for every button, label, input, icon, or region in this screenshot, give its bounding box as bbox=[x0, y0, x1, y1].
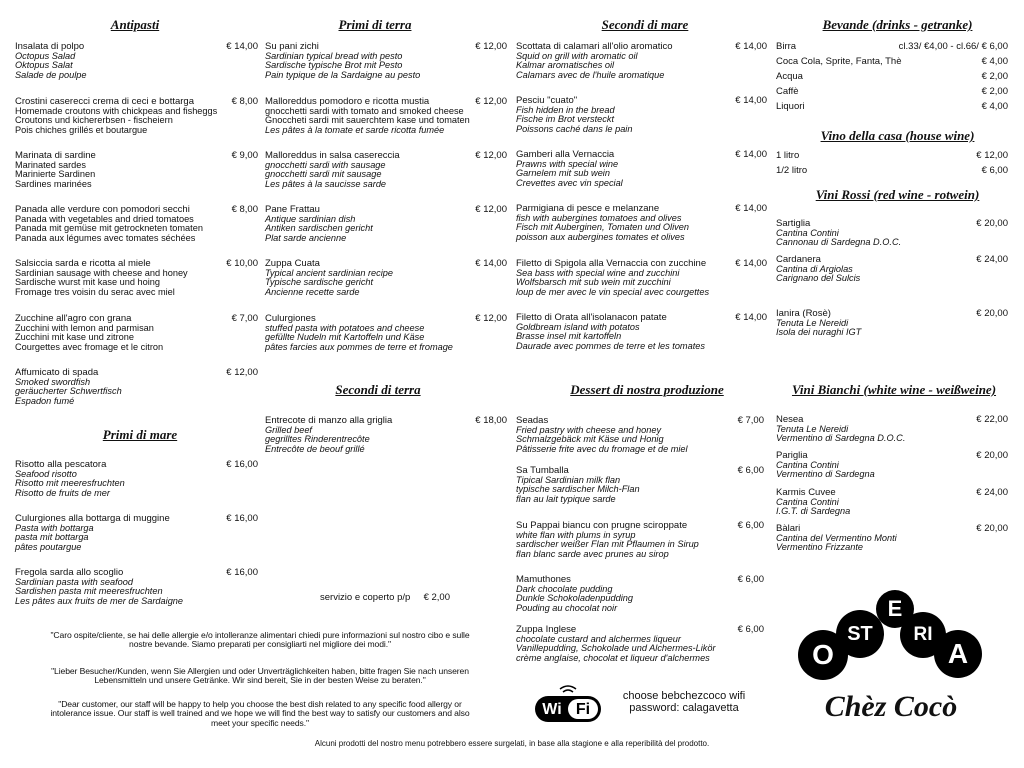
allergy-notice-en: "Dear customer, our staff will be happy to help you choose the best dish related to any specific food allergy or intolerance issue. Our staff is well trained and we hope we will find the best way to satisfy our customers and also meet your specific needs." bbox=[50, 699, 470, 728]
item-desc: Pasta with bottarga bbox=[15, 523, 94, 533]
menu-item bbox=[265, 151, 507, 189]
item-desc: Les pâtes à la tomate et sarde ricotta fumée bbox=[265, 124, 445, 135]
drink-name: Coca Cola, Sprite, Fanta, Thè bbox=[776, 56, 902, 67]
item-desc: Fish hidden in the bread bbox=[516, 105, 615, 115]
drink-row bbox=[776, 71, 1008, 83]
item-name: Scottata di calamari all'olio aromatico bbox=[516, 41, 673, 52]
item-name: Su pani zichi bbox=[265, 41, 319, 52]
item-desc: geräucherter Schwertfisch bbox=[15, 386, 122, 397]
drink-name: Birra bbox=[776, 41, 797, 52]
menu-item bbox=[15, 42, 258, 80]
item-desc: Les pâtes à la saucisse sarde bbox=[265, 178, 387, 189]
item-desc: chocolate custard and alchermes liqueur bbox=[516, 634, 681, 644]
item-desc: Panada aux légumes avec tomates séchées bbox=[15, 232, 196, 243]
item-price: € 8,00 bbox=[231, 204, 258, 215]
item-name: Zucchine all'agro con grana bbox=[15, 313, 132, 324]
item-desc: Prawns with special wine bbox=[516, 159, 619, 169]
wine-item bbox=[776, 219, 1008, 248]
item-price: € 8,00 bbox=[231, 96, 258, 107]
heading-vini-bianchi: Vini Bianchi (white wine - weißweine) bbox=[791, 382, 997, 397]
item-desc: gefüllte Nudeln mit Kartoffeln und Käse bbox=[265, 332, 425, 343]
item-desc: Dark chocolate pudding bbox=[516, 584, 613, 594]
item-desc: Smoked swordfish bbox=[15, 377, 91, 387]
item-name: Entrecote di manzo alla griglia bbox=[265, 415, 393, 426]
item-price: € 14,00 bbox=[475, 258, 507, 269]
wine-price: € 20,00 bbox=[976, 218, 1008, 229]
item-price: € 16,00 bbox=[226, 459, 258, 470]
item-desc: Sardinian typical bread with pesto bbox=[265, 51, 403, 61]
item-price: € 16,00 bbox=[226, 513, 258, 524]
footer-note: Alcuni prodotti del nostro menu potrebbero essere surgelati, in base alla stagione e alla reperibilità del prodotto. bbox=[314, 739, 710, 748]
item-price: € 7,00 bbox=[737, 415, 764, 426]
wine-desc: Cannonau di Sardegna D.O.C. bbox=[776, 237, 902, 248]
wine-item bbox=[776, 309, 1008, 338]
menu-item bbox=[516, 313, 767, 351]
item-desc: Daurade avec pommes de terre et les tomates bbox=[516, 340, 705, 351]
item-name: Panada alle verdure con pomodori secchi bbox=[15, 204, 190, 215]
logo-ball: A bbox=[934, 630, 982, 678]
wine-desc: Vermentino di Sardegna bbox=[776, 469, 875, 480]
wine-price: € 6,00 bbox=[981, 165, 1008, 176]
wine-item bbox=[776, 451, 1008, 480]
drink-price: € 2,00 bbox=[981, 86, 1008, 97]
drink-row bbox=[776, 56, 1008, 68]
drink-name: Acqua bbox=[776, 71, 803, 82]
menu-item bbox=[15, 460, 258, 498]
item-desc: Typical ancient sardinian recipe bbox=[265, 268, 394, 278]
item-desc: Brasse insel mit kartoffeln bbox=[516, 331, 622, 342]
item-desc: Croutons und kichererbsen - fischeiern bbox=[15, 115, 173, 126]
wine-price: € 12,00 bbox=[976, 150, 1008, 161]
item-desc: stuffed pasta with potatoes and cheese bbox=[265, 323, 425, 333]
item-desc: Fried pastry with cheese and honey bbox=[516, 425, 662, 435]
item-desc: Calamars avec de l'huile aromatique bbox=[516, 69, 665, 80]
wine-price: € 24,00 bbox=[976, 487, 1008, 498]
item-desc: Espadon fumé bbox=[15, 395, 75, 406]
item-desc: Antiken sardischen gericht bbox=[265, 223, 373, 234]
heading-dessert: Dessert di nostra produzione bbox=[570, 382, 724, 397]
item-desc: pâtes farcies aux pommes de terre et fromage bbox=[265, 341, 453, 352]
menu-item bbox=[516, 259, 767, 297]
item-price: € 6,00 bbox=[737, 624, 764, 635]
coperto-line bbox=[320, 593, 450, 603]
wine-desc: Cantina del Vermentino Monti bbox=[776, 533, 897, 543]
item-desc: Zucchini mit kase und zitrone bbox=[15, 332, 134, 343]
wine-price: € 24,00 bbox=[976, 254, 1008, 265]
item-desc: Wolfsbarsch mit sub wein mit zucchini bbox=[516, 277, 671, 288]
wine-desc: Cantina di Argiolas bbox=[776, 264, 853, 274]
wine-item bbox=[776, 255, 1008, 284]
item-desc: Courgettes avec fromage et le citron bbox=[15, 341, 164, 352]
item-desc: Risotto mit meeresfruchten bbox=[15, 478, 125, 489]
drink-name: Liquori bbox=[776, 101, 805, 112]
item-price: € 12,00 bbox=[475, 150, 507, 161]
coperto-price: € 2,00 bbox=[423, 592, 450, 603]
wine-name: 1 litro bbox=[776, 150, 800, 161]
item-desc: Sardishen pasta mit meeresfruchten bbox=[15, 586, 163, 597]
item-desc: Zucchini with lemon and parmisan bbox=[15, 323, 154, 333]
item-name: Zuppa Cuata bbox=[265, 258, 320, 269]
menu-item bbox=[265, 42, 507, 80]
item-name: Parmigiana di pesce e melanzane bbox=[516, 203, 660, 214]
wine-desc: I.G.T. di Sardegna bbox=[776, 506, 851, 517]
logo-ball: ST bbox=[836, 610, 884, 658]
item-price: € 12,00 bbox=[475, 313, 507, 324]
item-price: € 6,00 bbox=[737, 465, 764, 476]
wifi-password: password: calagavetta bbox=[629, 702, 739, 714]
wine-item bbox=[776, 488, 1008, 517]
item-name: Gamberi alla Vernaccia bbox=[516, 149, 615, 160]
item-desc: Plat sarde ancienne bbox=[265, 232, 347, 243]
item-price: € 14,00 bbox=[226, 41, 258, 52]
item-name: Su Pappai biancu con prugne sciroppate bbox=[516, 520, 688, 531]
item-desc: Typische sardische gericht bbox=[265, 277, 374, 288]
item-name: Malloreddus in salsa casereccia bbox=[265, 150, 400, 161]
item-name: Affumicato di spada bbox=[15, 367, 99, 378]
wine-name: Pariglia bbox=[776, 450, 808, 461]
item-price: € 12,00 bbox=[475, 41, 507, 52]
menu-item bbox=[15, 259, 258, 297]
heading-vini-rossi: Vini Rossi (red wine - rotwein) bbox=[815, 187, 980, 202]
wine-desc: Cantina Contini bbox=[776, 460, 839, 470]
item-name: Mamuthones bbox=[516, 574, 571, 585]
item-desc: Fromage tres voisin du serac avec miel bbox=[15, 286, 175, 297]
item-name: Sa Tumballa bbox=[516, 465, 569, 476]
svg-text:Wi: Wi bbox=[542, 701, 562, 718]
wine-item bbox=[776, 524, 1008, 553]
item-desc: Pois chiches grillés et boutargue bbox=[15, 124, 148, 135]
item-desc: Gnoccheti sardi mit sauerchtem kase und tomaten bbox=[265, 115, 470, 126]
heading-bevande: Bevande (drinks - getranke) bbox=[822, 17, 973, 32]
item-desc: Fisch mit Auberginen, Tomaten und Oliven bbox=[516, 222, 689, 233]
menu-item bbox=[15, 314, 258, 352]
item-price: € 14,00 bbox=[735, 95, 767, 106]
drink-price: € 4,00 bbox=[981, 56, 1008, 67]
item-name: Fregola sarda allo scoglio bbox=[15, 567, 124, 578]
item-name: Zuppa Inglese bbox=[516, 624, 577, 635]
item-desc: Poissons caché dans le pain bbox=[516, 123, 633, 134]
item-desc: Crevettes avec vin special bbox=[516, 177, 623, 188]
item-desc: Oktopus Salat bbox=[15, 60, 73, 71]
wine-desc: Isola dei nuraghi IGT bbox=[776, 327, 862, 338]
item-desc: gnocchetti sardi mit sausage bbox=[265, 169, 382, 180]
heading-secondi-mare: Secondi di mare bbox=[601, 17, 689, 32]
menu-item bbox=[15, 97, 258, 135]
item-desc: Marinated sardes bbox=[15, 160, 86, 170]
item-desc: Seafood risotto bbox=[15, 469, 77, 479]
item-price: € 16,00 bbox=[226, 567, 258, 578]
wine-name: Ianira (Rosè) bbox=[776, 308, 831, 319]
menu-item bbox=[516, 466, 764, 504]
item-desc: Dunkle Schokoladenpudding bbox=[516, 593, 633, 604]
menu-item bbox=[516, 42, 767, 80]
wifi-info bbox=[614, 690, 754, 714]
drink-row bbox=[776, 86, 1008, 98]
item-desc: Ancienne recette sarde bbox=[265, 286, 360, 297]
item-price: € 10,00 bbox=[226, 258, 258, 269]
wine-name: Sartiglia bbox=[776, 218, 811, 229]
menu-item bbox=[265, 314, 507, 352]
menu-item bbox=[516, 575, 764, 613]
wine-desc: Tenuta Le Nereidi bbox=[776, 318, 849, 328]
item-desc: gnocchetti sardi with sausage bbox=[265, 160, 386, 170]
brand-name: Chèz Cocò bbox=[824, 690, 958, 723]
wine-row bbox=[776, 150, 1008, 162]
item-name: Risotto alla pescatora bbox=[15, 459, 107, 470]
item-desc: Les pâtes aux fruits de mer de Sardaigne bbox=[15, 595, 184, 606]
menu-item bbox=[15, 568, 258, 606]
item-price: € 14,00 bbox=[735, 149, 767, 160]
item-price: € 12,00 bbox=[475, 204, 507, 215]
item-price: € 12,00 bbox=[475, 96, 507, 107]
menu-item bbox=[265, 416, 507, 454]
heading-primi-mare: Primi di mare bbox=[102, 427, 178, 442]
menu-item bbox=[15, 151, 258, 189]
item-name: Marinata di sardine bbox=[15, 150, 96, 161]
item-desc: Sardische typische Brot mit Pesto bbox=[265, 60, 403, 71]
menu-item bbox=[265, 259, 507, 297]
wine-desc: Vermentino di Sardegna D.O.C. bbox=[776, 433, 906, 444]
item-desc: Sardinian sausage with cheese and honey bbox=[15, 268, 188, 278]
item-desc: Panada mit gemüse mit getrockneten tomaten bbox=[15, 223, 203, 234]
item-desc: Marinierte Sardinen bbox=[15, 169, 96, 180]
item-price: € 7,00 bbox=[231, 313, 258, 324]
heading-antipasti: Antipasti bbox=[110, 17, 160, 32]
item-desc: gegrilltes Rinderentrecôte bbox=[265, 434, 370, 445]
item-desc: loup de mer avec le vin special avec courgettes bbox=[516, 286, 710, 297]
drink-price: € 4,00 bbox=[981, 101, 1008, 112]
drink-price: € 2,00 bbox=[981, 71, 1008, 82]
item-price: € 12,00 bbox=[226, 367, 258, 378]
item-desc: Entrecôte de beouf grillé bbox=[265, 443, 365, 454]
item-desc: Panada with vegetables and dried tomatoes bbox=[15, 214, 194, 224]
item-desc: fish with aubergines tomatoes and olives bbox=[516, 213, 682, 223]
item-price: € 14,00 bbox=[735, 41, 767, 52]
wine-row bbox=[776, 165, 1008, 177]
item-desc: flan au lait typique sarde bbox=[516, 493, 616, 504]
item-price: € 14,00 bbox=[735, 203, 767, 214]
item-name: Insalata di polpo bbox=[15, 41, 85, 52]
item-name: Filetto di Orata all'isolanacon patate bbox=[516, 312, 667, 323]
item-desc: crème anglaise, chocolat et liqueur d'alchermes bbox=[516, 652, 710, 663]
drink-price: cl.33/ €4,00 - cl.66/ € 6,00 bbox=[898, 41, 1008, 52]
item-desc: pasta mit bottarga bbox=[15, 532, 89, 543]
osteria-logo bbox=[796, 590, 986, 690]
wine-desc: Cantina Contini bbox=[776, 497, 839, 507]
menu-item bbox=[265, 205, 507, 243]
menu-item bbox=[516, 96, 767, 134]
allergy-notice-de: "Lieber Besucher/Kunden, wenn Sie Allergien und oder Unverträglichkeiten haben, bitte fragen Sie nach unseren Lebensmitteln und unsere Getränke. Wir sind bereit, Sie in der besten Weise zu beraten." bbox=[51, 666, 469, 686]
wine-desc: Carignano del Sulcis bbox=[776, 273, 861, 284]
menu-item bbox=[15, 205, 258, 243]
item-price: € 18,00 bbox=[475, 415, 507, 426]
item-name: Salsiccia sarda e ricotta al miele bbox=[15, 258, 151, 269]
wine-name: Cardanera bbox=[776, 254, 821, 265]
wine-price: € 20,00 bbox=[976, 450, 1008, 461]
item-desc: Pouding au chocolat noir bbox=[516, 602, 618, 613]
item-name: Pesciu "cuato" bbox=[516, 95, 578, 106]
wine-price: € 22,00 bbox=[976, 414, 1008, 425]
wine-price: € 20,00 bbox=[976, 308, 1008, 319]
wifi-network: choose bebchezcoco wifi bbox=[622, 690, 746, 702]
wine-desc: Vermentino Frizzante bbox=[776, 542, 863, 553]
heading-secondi-terra: Secondi di terra bbox=[335, 382, 421, 397]
item-desc: Salade de poulpe bbox=[15, 69, 87, 80]
logo-ball: E bbox=[876, 590, 914, 628]
item-desc: gnocchetti sardi with tomato and smoked cheese bbox=[265, 106, 464, 116]
item-name: Seadas bbox=[516, 415, 549, 426]
item-desc: pâtes poutargue bbox=[15, 541, 82, 552]
item-desc: flan blanc sarde avec prunes au sirop bbox=[516, 548, 669, 559]
drink-row bbox=[776, 101, 1008, 113]
svg-text:Fi: Fi bbox=[575, 701, 591, 718]
item-desc: Garnelem mit sub wein bbox=[516, 168, 610, 179]
allergy-notice-it: "Caro ospite/cliente, se hai delle allergie e/o intolleranze alimentari chiedi pure informazioni sul nostro cibo e sulle nostre bevande. Siamo preparati per consigliarti nel migliore dei modi." bbox=[50, 630, 470, 650]
item-desc: Goldbream island with potatos bbox=[516, 322, 640, 332]
item-desc: poisson aux aubergines tomates et olives bbox=[516, 231, 685, 242]
item-price: € 14,00 bbox=[735, 258, 767, 269]
item-desc: white flan with plums in syrup bbox=[516, 530, 636, 540]
item-price: € 9,00 bbox=[231, 150, 258, 161]
item-desc: Vanillepudding, Schokolade und Alchermes-Likör bbox=[516, 643, 716, 654]
item-price: € 6,00 bbox=[737, 574, 764, 585]
menu-item bbox=[265, 97, 507, 135]
wine-item bbox=[776, 415, 1008, 444]
item-name: Crostini casereccі crema di ceci e bottarga bbox=[15, 96, 194, 107]
heading-vino-casa: Vino della casa (house wine) bbox=[820, 128, 975, 143]
item-desc: Sardines marinées bbox=[15, 178, 92, 189]
item-desc: Schmalzgebäck mit Käse und Honig bbox=[516, 434, 664, 445]
menu-item bbox=[516, 521, 764, 559]
item-desc: Sardische wurst mit kase und hoing bbox=[15, 277, 161, 288]
wine-desc: Cantina Contini bbox=[776, 228, 839, 238]
wine-name: Karmis Cuvee bbox=[776, 487, 836, 498]
wine-name: Nesea bbox=[776, 414, 804, 425]
item-desc: Sea bass with special wine and zucchini bbox=[516, 268, 680, 278]
item-name: Culurgiones bbox=[265, 313, 316, 324]
drink-name: Caffè bbox=[776, 86, 799, 97]
item-desc: Antique sardinian dish bbox=[265, 214, 356, 224]
menu-item bbox=[15, 368, 258, 406]
item-desc: Sardinian pasta with seafood bbox=[15, 577, 133, 587]
item-desc: Squid on grill with aromatic oil bbox=[516, 51, 638, 61]
item-desc: Tipical Sardinian milk flan bbox=[516, 475, 621, 485]
menu-item bbox=[516, 625, 764, 663]
item-desc: Octopus Salad bbox=[15, 51, 76, 61]
item-desc: Grilled beef bbox=[265, 425, 312, 435]
logo-ball: O bbox=[798, 630, 848, 680]
item-desc: typische sardischer Milch-Flan bbox=[516, 484, 640, 495]
item-desc: Pain typique de la Sardaigne au pesto bbox=[265, 69, 421, 80]
wine-name: Bàlari bbox=[776, 523, 801, 534]
drink-row bbox=[776, 41, 1008, 53]
item-price: € 14,00 bbox=[735, 312, 767, 323]
item-desc: Pâtisserie frite avec du fromage et de miel bbox=[516, 443, 688, 454]
item-desc: Homemade croutons with chickpeas and fisheggs bbox=[15, 106, 218, 116]
wifi-icon bbox=[533, 683, 603, 723]
wine-desc: Tenuta Le Nereidi bbox=[776, 424, 849, 434]
item-desc: Kalmar aromatisches oil bbox=[516, 60, 615, 71]
menu-item bbox=[516, 204, 767, 242]
item-name: Filetto di Spigola alla Vernaccia con zucchine bbox=[516, 258, 707, 269]
item-name: Malloreddus pomodoro e ricotta mustia bbox=[265, 96, 430, 107]
item-price: € 6,00 bbox=[737, 520, 764, 531]
item-desc: sardischer weißer Flan mit Pflaumen in Sirup bbox=[516, 539, 699, 550]
item-desc: Risotto de fruits de mer bbox=[15, 487, 110, 498]
wine-price: € 20,00 bbox=[976, 523, 1008, 534]
item-name: Culurgiones alla bottarga di muggine bbox=[15, 513, 170, 524]
item-desc: Fische im Brot versteckt bbox=[516, 114, 615, 125]
coperto-label: servizio e coperto p/p bbox=[320, 592, 411, 603]
heading-primi-terra: Primi di terra bbox=[338, 17, 412, 32]
menu-item bbox=[516, 416, 764, 454]
menu-item bbox=[15, 514, 258, 552]
menu-item bbox=[516, 150, 767, 188]
item-name: Pane Frattau bbox=[265, 204, 320, 215]
logo-ball: RI bbox=[900, 612, 946, 658]
wine-name: 1/2 litro bbox=[776, 165, 808, 176]
